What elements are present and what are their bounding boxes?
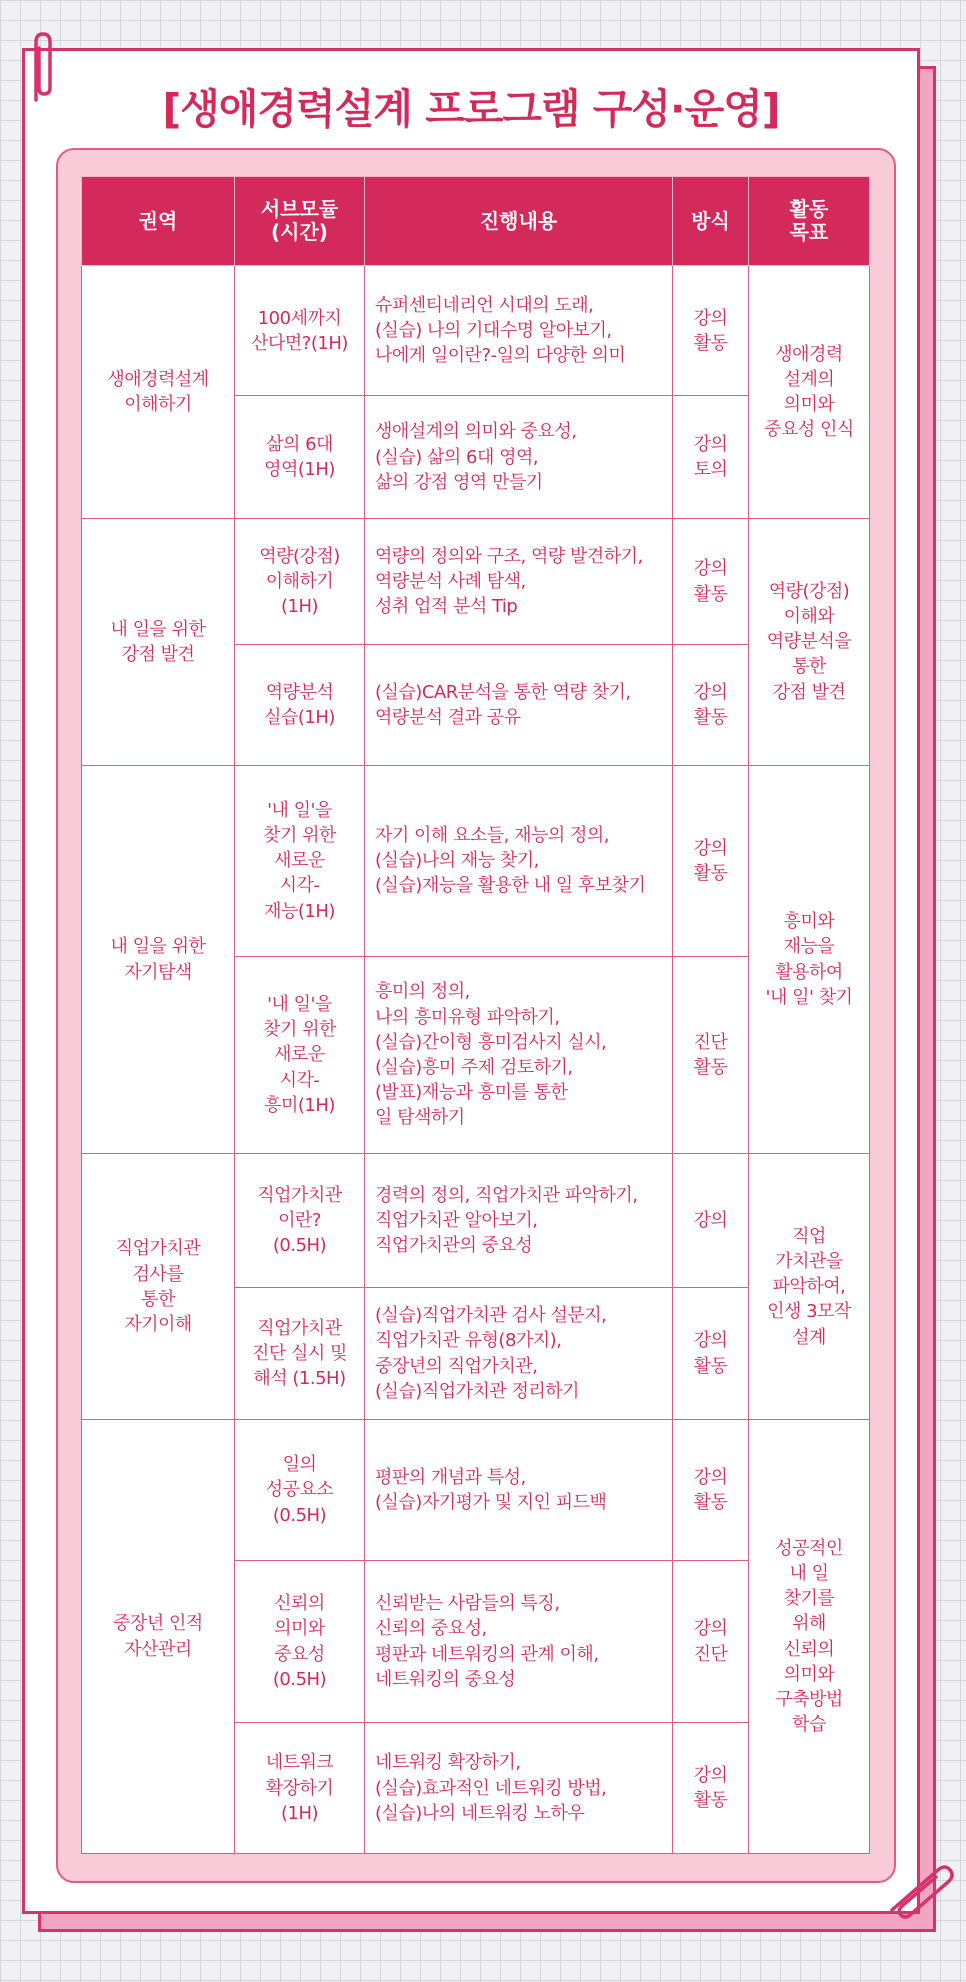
method-cell: 강의 활동 [673, 1287, 749, 1420]
header-content: 진행내용 [365, 177, 673, 266]
module-cell: '내 일'을 찾기 위한 새로운 시각- 재능(1H) [235, 765, 365, 956]
area-cell: 생애경력설계 이해하기 [82, 266, 235, 519]
method-cell: 강의 활동 [673, 765, 749, 956]
method-cell: 강의 활동 [673, 645, 749, 765]
method-cell: 강의 진단 [673, 1560, 749, 1723]
module-cell: 일의 성공요소 (0.5H) [235, 1420, 365, 1561]
content-cell: 네트워킹 확장하기, (실습)효과적인 네트워킹 방법, (실습)나의 네트워킹 노하우 [365, 1723, 673, 1854]
module-cell: 역량(강점) 이해하기 (1H) [235, 518, 365, 644]
content-cell: (실습)CAR분석을 통한 역량 찾기, 역량분석 결과 공유 [365, 645, 673, 765]
method-cell: 강의 활동 [673, 1420, 749, 1561]
module-cell: 네트워크 확장하기 (1H) [235, 1723, 365, 1854]
content-cell: 자기 이해 요소들, 재능의 정의, (실습)나의 재능 찾기, (실습)재능을 활용한 내 일 후보찾기 [365, 765, 673, 956]
method-cell: 강의 토의 [673, 396, 749, 518]
module-cell: 직업가치관 이란? (0.5H) [235, 1154, 365, 1288]
method-cell: 강의 [673, 1154, 749, 1288]
program-table [81, 176, 870, 1854]
header-area: 권역 [82, 177, 235, 266]
table-row [82, 1420, 870, 1561]
content-cell: 생애설계의 의미와 중요성, (실습) 삶의 6대 영역, 삶의 강점 영역 만들기 [365, 396, 673, 518]
table-row [82, 1154, 870, 1288]
header-goal: 활동 목표 [749, 177, 870, 266]
header-method: 방식 [673, 177, 749, 266]
page-title: [생애경력설계 프로그램 구성·운영] [162, 85, 780, 133]
content-cell: 역량의 정의와 구조, 역량 발견하기, 역량분석 사례 탐색, 성취 업적 분석 Tip [365, 518, 673, 644]
goal-cell: 생애경력 설계의 의미와 중요성 인식 [749, 266, 870, 519]
table-row [82, 266, 870, 396]
module-cell: '내 일'을 찾기 위한 새로운 시각- 흥미(1H) [235, 956, 365, 1154]
area-cell: 직업가치관 검사를 통한 자기이해 [82, 1154, 235, 1420]
area-cell: 내 일을 위한 강점 발견 [82, 518, 235, 765]
content-cell: (실습)직업가치관 검사 설문지, 직업가치관 유형(8가지), 중장년의 직업가치관, (실습)직업가치관 정리하기 [365, 1287, 673, 1420]
goal-cell: 역량(강점) 이해와 역량분석을 통한 강점 발견 [749, 518, 870, 765]
content-cell: 슈퍼센티네리언 시대의 도래, (실습) 나의 기대수명 알아보기, 나에게 일이란?-일의 다양한 의미 [365, 266, 673, 396]
method-cell: 강의 활동 [673, 1723, 749, 1854]
goal-cell: 직업 가치관을 파악하여, 인생 3모작 설계 [749, 1154, 870, 1420]
module-cell: 직업가치관 진단 실시 및 해석 (1.5H) [235, 1287, 365, 1420]
header-submodule: 서브모듈 (시간) [235, 177, 365, 266]
content-cell: 경력의 정의, 직업가치관 파악하기, 직업가치관 알아보기, 직업가치관의 중요성 [365, 1154, 673, 1288]
goal-cell: 성공적인 내 일 찾기를 위해 신뢰의 의미와 구축방법 학습 [749, 1420, 870, 1854]
area-cell: 중장년 인적 자산관리 [82, 1420, 235, 1854]
content-cell: 신뢰받는 사람들의 특징, 신뢰의 중요성, 평판과 네트워킹의 관계 이해, 네트워킹의 중요성 [365, 1560, 673, 1723]
content-cell: 평판의 개념과 특성, (실습)자기평가 및 지인 피드백 [365, 1420, 673, 1561]
table-row [82, 518, 870, 644]
area-cell: 내 일을 위한 자기탐색 [82, 765, 235, 1153]
table-row [82, 765, 870, 956]
method-cell: 강의 활동 [673, 518, 749, 644]
module-cell: 역량분석 실습(1H) [235, 645, 365, 765]
method-cell: 진단 활동 [673, 956, 749, 1154]
table-header-row [82, 177, 870, 266]
method-cell: 강의 활동 [673, 266, 749, 396]
module-cell: 100세까지 산다면?(1H) [235, 266, 365, 396]
goal-cell: 흥미와 재능을 활용하여 '내 일' 찾기 [749, 765, 870, 1153]
module-cell: 삶의 6대 영역(1H) [235, 396, 365, 518]
content-cell: 흥미의 정의, 나의 흥미유형 파악하기, (실습)간이형 흥미검사지 실시, (실습)흥미 주제 검토하기, (발표)재능과 흥미를 통한 일 탐색하기 [365, 956, 673, 1154]
module-cell: 신뢰의 의미와 중요성 (0.5H) [235, 1560, 365, 1723]
